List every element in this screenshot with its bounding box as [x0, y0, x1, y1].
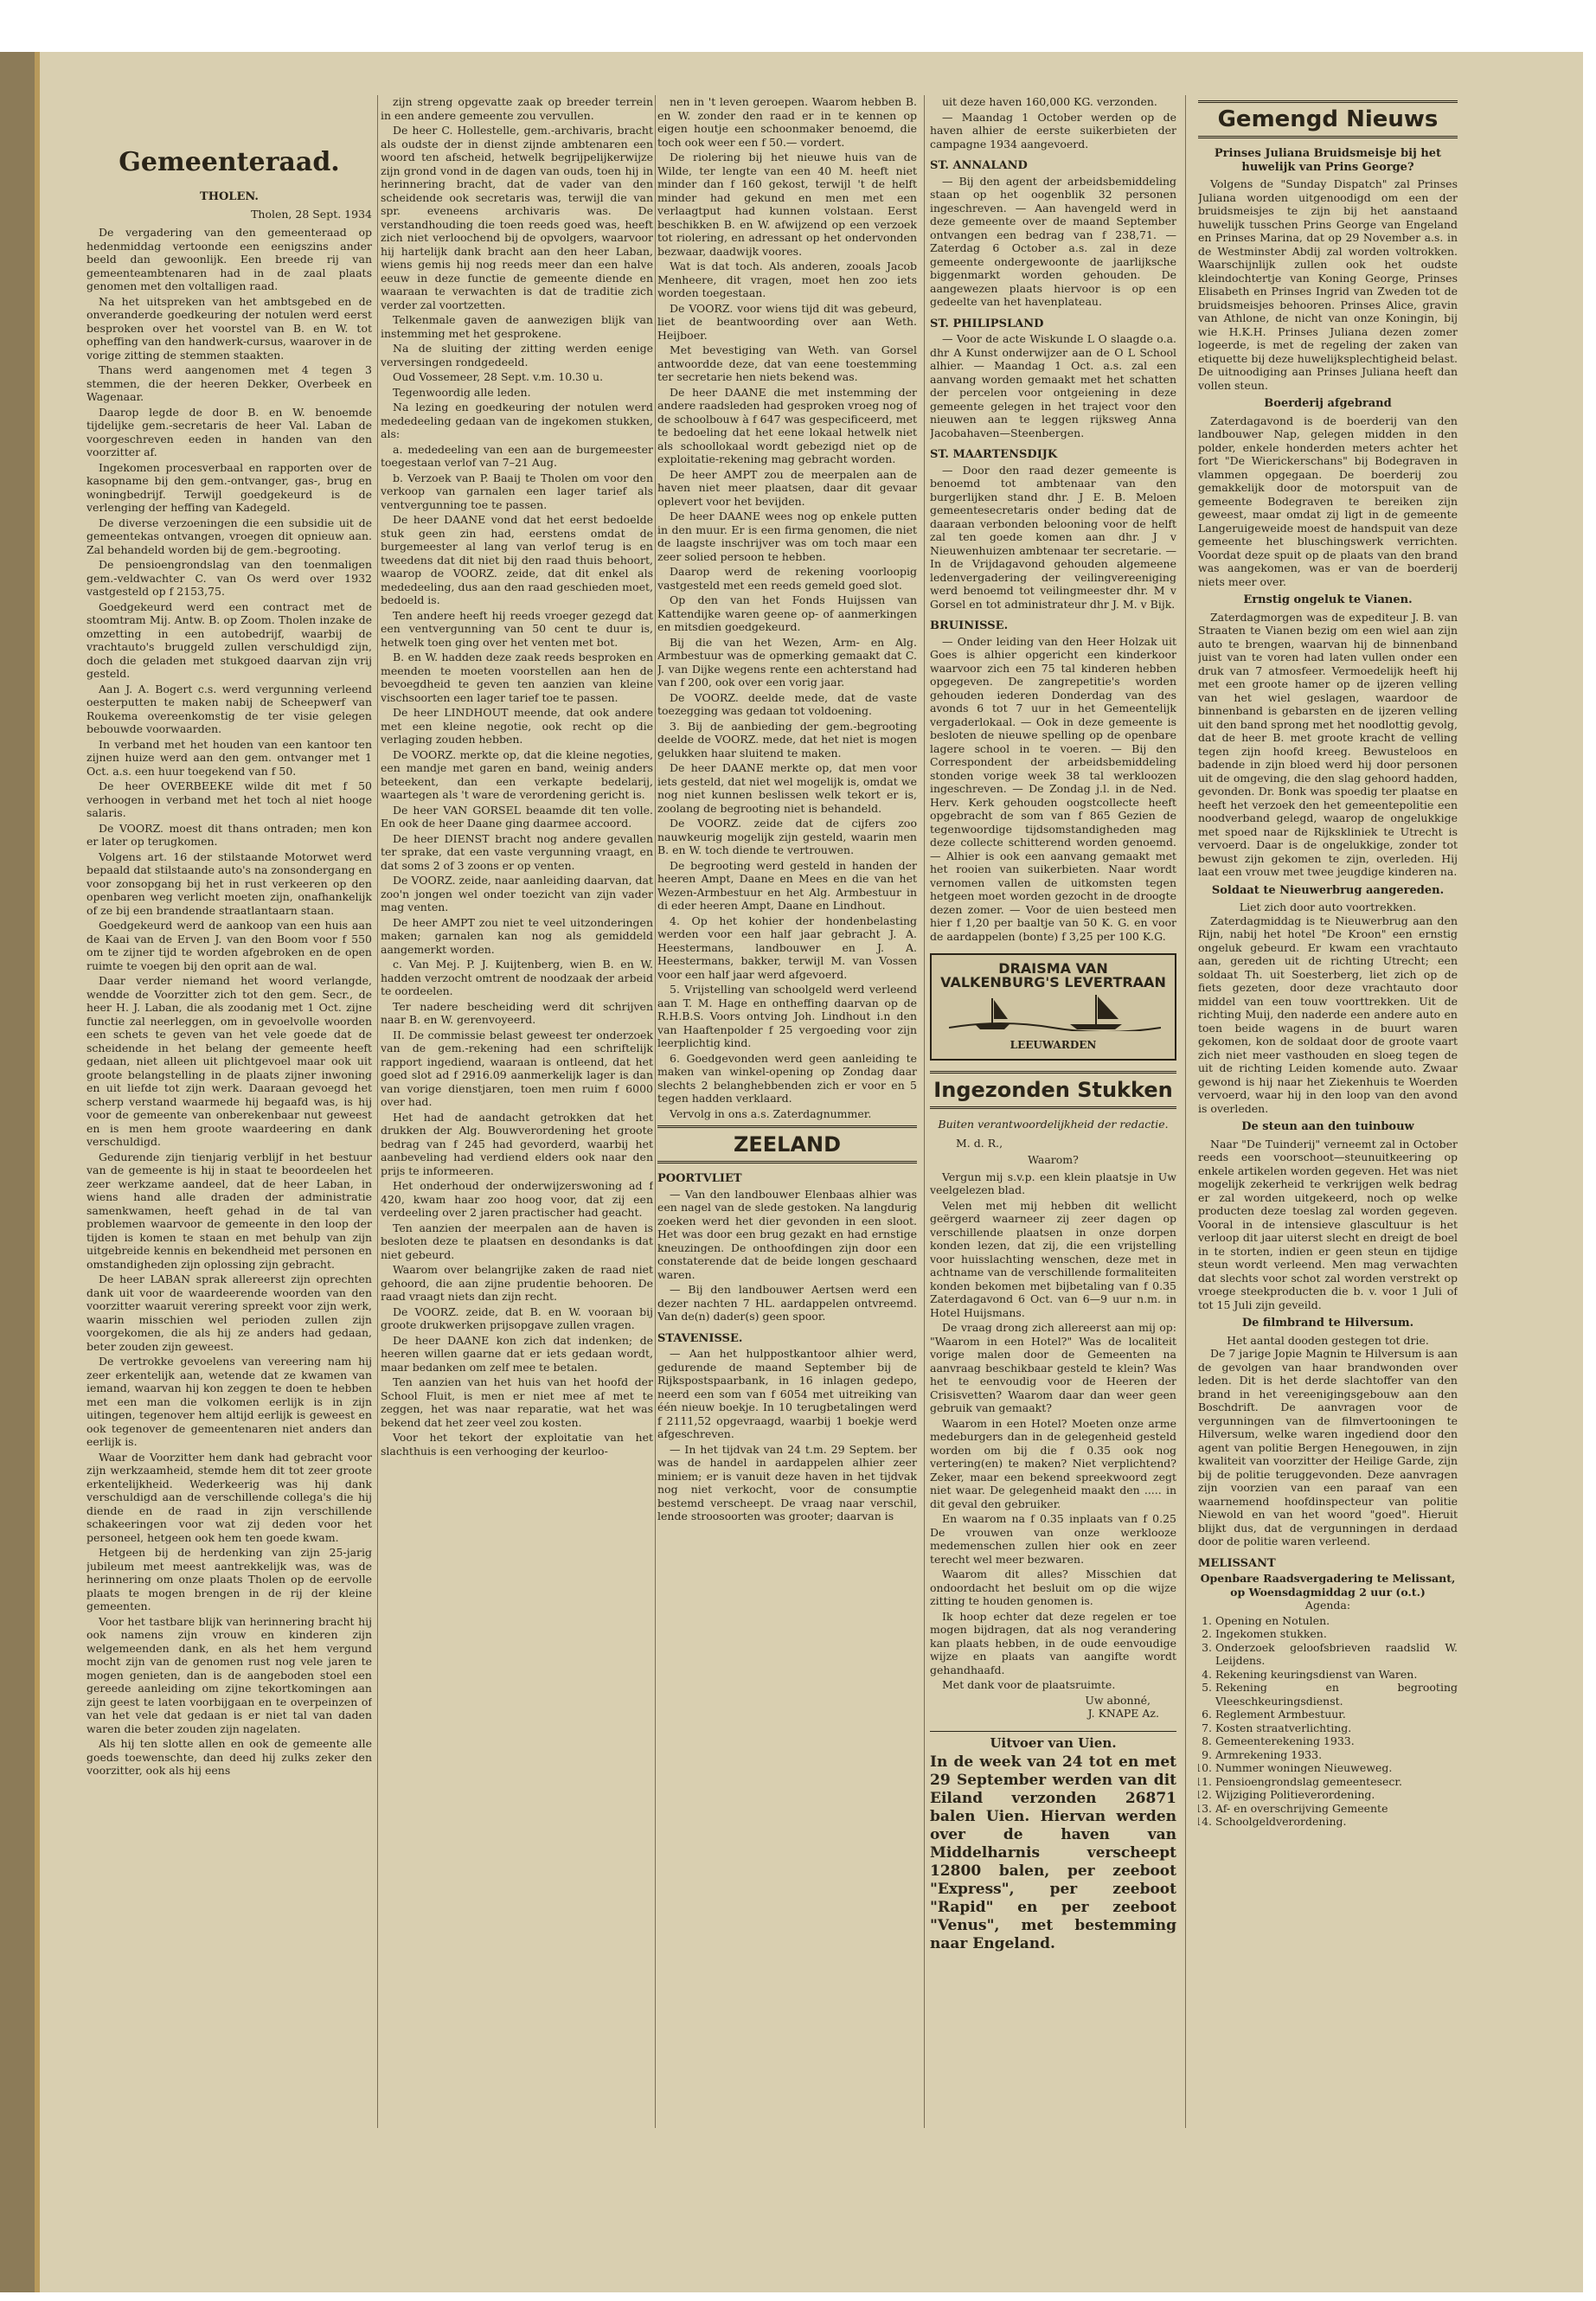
- paragraph: De 7 jarige Jopie Magnin te Hilversum is aan de gevolgen van haar brandwonden over leden. Dit is het derde slachtoffer van den brand in het vereenigingsgebouw aan den Boschdrift. De aanvragen voor de vergunningen van de filmvertooningen te Hilversum, welke waren ingediend door den agent van politie Bergen Henegouwen, in zijn kwaliteit van voorzitter der Heilige Garde, zijn bij de politie teruggevonden. Deze aanvragen zijn voorzien van een paraaf van een waarnemend hoofdinspecteur van politie Niewold en van het woord "goed". Hieruit blijkt dus, dat de vergunningen in derdaad door de politie waren verleend.: [1198, 1347, 1458, 1548]
- paragraph: Op den van het Fonds Huijssen van Kattendijke waren geene op- of aanmerkingen en mitsdien goedgekeurd.: [657, 593, 917, 633]
- meeting-notice: Openbare Raadsvergadering te Melissant, op Woensdagmiddag 2 uur (o.t.): [1200, 1572, 1456, 1599]
- agenda-item: 4. Rekening keuringsdienst van Waren.: [1215, 1668, 1458, 1682]
- news-item: [657, 1188, 917, 1324]
- paragraph: — Bij den landbouwer Aertsen werd een dezer nachten 7 HL. aardappelen ontvreemd. Van de(n) dader(s) geen spoor.: [657, 1283, 917, 1323]
- paragraph: De heer AMPT zou niet te veel uitzonderingen maken; garnalen kan nog als gemiddeld aangemerkt worden.: [381, 915, 653, 956]
- paragraph: De heer DAANE kon zich dat indenken; de heeren willen gaarne dat er iets gedaan wordt, maar bedanken om zelf mee te betalen.: [381, 1333, 653, 1374]
- news-item: [657, 1347, 917, 1523]
- agenda-item: 12. Wijziging Politieverordening.: [1215, 1788, 1458, 1802]
- paragraph: — Bij den agent der arbeidsbemiddeling staan op het oogenblik 32 personen ingeschreven. — Aan havengeld werd in deze gemeente over de maand September ontvangen een bedrag van f 238,71. — Zaterdag 6 October a.s. zal in deze gemeente ondergewoonte de jaarlijksche biggenmarkt worden gehouden. De aangewezen plaats hiervoor is op een gedeelte van het havenplateau.: [930, 174, 1176, 308]
- ship-illustration: [949, 993, 1161, 1031]
- paragraph: Naar "De Tuinderij" verneemt zal in October reeds een voorschoot—steunuitkeering op enkele artikelen worden gegeven. Het was niet mogelijk zekerheid te verkrijgen welk bedrag er zal worden uitgekeerd, noch op welke producten deze toeslag zal worden gegeven. Vooral in de intensieve glascultuur is het verloop dit jaar uiterst slecht en dreigt de boel in te storten, indien er geen steun en tijdige steun wordt verleend. Men mag verwachten dat slechts voor schot zal worden verstrekt op vroege steekproducten die b. v. voor 1 Juli of tot 15 Juli zijn geveild.: [1198, 1137, 1458, 1311]
- agenda-item: 7. Kosten straatverlichting.: [1215, 1721, 1458, 1735]
- regional-news: [930, 159, 1176, 943]
- place-heading: BRUINISSE.: [930, 619, 1009, 632]
- agenda-label: Agenda:: [1304, 1599, 1351, 1612]
- agenda-item: 10. Nummer woningen Nieuweweg.: [1215, 1761, 1458, 1775]
- paragraph: Daarop werd de rekening voorloopig vastgesteld met een reeds gemeld goed slot.: [657, 565, 917, 592]
- section-header-gemengd: Gemengd Nieuws: [1198, 100, 1458, 138]
- column-rule: [377, 95, 378, 2128]
- place-heading: MELISSANT: [1198, 1556, 1276, 1570]
- paragraph: Zaterdagmorgen was de expediteur J. B. van Straaten te Vianen bezig om een wiel aan zijn auto te brengen, waarvan hij de binnenband juist van te voren had laten vullen onder een druk van 7 atmosfeer. Vermoedelijk heeft hij met een groote hamer op de ijzeren velling van het wiel geslagen, waardoor de binnenband is gebarsten en de ijzeren velling uit den band sprong met het noodlottig gevolg, dat de heer B. met groote kracht de velling tegen zijn hoofd kreeg. Bewusteloos en badende in zijn bloed werd hij door personen uit de omgeving, die den slag gehoord hadden, gevonden. Dr. Bonk was spoedig ter plaatse en heeft het verzoek den het gemeentepolitie een noodverband gelegd, waarop de ongelukkige met spoed naar de Rijkskliniek te Utrecht is vervoerd. Daar is de ongelukkige, zonder tot bewust zijn gekomen te zijn, overleden. Hij laat een vrouw met twee jeugdige kinderen na.: [1198, 610, 1458, 878]
- paragraph: Volgens art. 16 der stilstaande Motorwet werd bepaald dat stilstaande auto's na zonsondergang en voor zonsopgang bij het in rust verkeeren op den openbaren weg verlicht moeten zijn, onafhankelijk of ze bij een brandende straatlantaarn staan.: [87, 849, 372, 917]
- paragraph: Ten aanzien der meerpalen aan de haven is besloten deze te plaatsen en desondanks is dat niet gebeurd.: [381, 1221, 653, 1261]
- paragraph: De VOORZ. zeide, naar aanleiding daarvan, dat zoo'n jongen wel onder toezicht van zijn vader mag venten.: [381, 874, 653, 913]
- article-headline: Gemeenteraad.: [119, 147, 340, 177]
- paragraph: Velen met mij hebben dit wellicht geërgerd waarneer zij zeer dagen op verschillende plaatsen in onze dorpen konden lezen, dat zij, die een vrijstelling voor huisslachting wenschen, deze met in achtname van de verschillende formaliteiten konden bekomen met bijbetaling van f 0.35 Zaterdagavond 6 Oct. van 6—9 uur n.m. in Hotel Huijsmans.: [930, 1198, 1176, 1319]
- news-headline: Ernstig ongeluk te Vianen.: [1243, 593, 1413, 606]
- column-1: [87, 95, 372, 2128]
- place-heading: ST. PHILIPSLAND: [930, 317, 1044, 330]
- column-2: [381, 95, 653, 2128]
- paragraph: Ingekomen procesverbaal en rapporten over de kasopname bij den gem.-ontvanger, gas-, brug en woningbedrijf. Terwijl goedgekeurd is de verlenging der heffing van Kadegeld.: [87, 460, 372, 514]
- paragraph: Na de sluiting der zitting werden eenige verversingen rondgedeeld.: [381, 342, 653, 369]
- column-rule: [655, 95, 656, 2128]
- paragraph: Zaterdagmiddag is te Nieuwerbrug aan den Rijn, nabij het hotel "De Kroon" een ernstig ongeluk gebeurd. Er kwam een vrachtauto aan, gereden uit de richting Utrecht; een soldaat Th. uit Soesterberg, liet zich op de fiets gezeten, door deze vrachtauto door middel van een touw voorttrekken. Uit de richting Muij, den naderde een andere auto en toen beide wagens in de buurt waren gekomen, kon de soldaat door de groote vaart zich niet meer vasthouden en sloeg tegen de uit de richting Leiden komende auto. Zwaar gewond is hij naar het Ziekenhuis te Woerden vervoerd, waar hij in den loop van den avond is overleden.: [1198, 913, 1458, 1115]
- paragraph: De vraag drong zich allereerst aan mij op: "Waarom in een Hotel?" Was de localiteit vorige malen door de Gemeenten na aanvraag beschikbaar gesteld te klein? Was het te eenvoudig voor de Heeren der Crisisvetten? Waarom daar dan weer geen gebruik van gemaakt?: [930, 1321, 1176, 1414]
- agenda-item: 14. Schoolgeldverordening.: [1215, 1815, 1458, 1829]
- column-rule: [1185, 95, 1186, 2128]
- letter-title: Waarom?: [1028, 1153, 1079, 1166]
- paragraph: Waar de Voorzitter hem dank had gebracht voor zijn werkzaamheid, stemde hem dit tot zeer groote erkentelijkheid. Wederkeerig was hij dank verschuldigd aan de verschillende collega's die hij diende en de raad in zijn verschillende schakeeringen voor wat zij deden voor het personeel, hetgeen ook hem ten goede kwam.: [87, 1450, 372, 1544]
- article-body: [657, 95, 917, 1120]
- paragraph: De vergadering van den gemeenteraad op hedenmiddag vertoonde een eenigszins ander beeld dan gewoonlijk. Een breede rij van gemeenteambtenaren had in de zaal plaats genomen met den voltalligen raad.: [87, 226, 372, 292]
- paragraph: nen in 't leven geroepen. Waarom hebben B. en W. zonder den raad er in te kennen op eigen houtje een schoonmaker benoemd, die toch ook weer een f 50.— vordert.: [657, 95, 917, 149]
- agenda-item: 11. Pensioengrondslag gemeentesecr.: [1215, 1775, 1458, 1789]
- paragraph: De heer DAANE wees nog op enkele putten in den muur. Er is een firma genomen, die niet de laagste inschrijver was om toch maar een zeer solied persoon te hebben.: [657, 510, 917, 563]
- paragraph: — In het tijdvak van 24 t.m. 29 Septem. ber was de handel in aardappelen alhier zeer miniem; er is vanuit deze haven in het tijdvak nog niet verkocht, voor de consumptie bestemd verscheept. De vraag naar verschil, lende stroosoorten was grooter; daarvan is: [657, 1442, 917, 1522]
- letter-body: [930, 1170, 1176, 1692]
- paragraph: 4. Op het kohier der hondenbelasting werden voor een half jaar gebracht J. A. Heestermans, landbouwer en J. A. Heestermans, bakker, terwijl M. van Vossen voor een half jaar werd afgevoerd.: [657, 913, 917, 981]
- paragraph: Vervolg in ons a.s. Zaterdagnummer.: [670, 1106, 872, 1120]
- paragraph: 3. Bij de aanbieding der gem.-begrooting deelde de VOORZ. mede, dat het niet is mogen gelukken haar sluitend te maken.: [657, 719, 917, 760]
- page-binding: [0, 52, 35, 2292]
- paragraph: Ten aanzien van het huis van het hoofd der School Fluit, is men er niet mee af met te zeggen, het was naar reparatie, wat het was bekend dat het zeer veel zou kosten.: [381, 1375, 653, 1429]
- paragraph: Voor het tastbare blijk van herinnering bracht hij ook namens zijn vrouw en kinderen zijn welgemeenden dank, en als het hem vergund mocht zijn van de genomen rust nog vele jaren te mogen genieten, dan is de aangeboden stoel een gereede aanleiding om zijne tekortkomingen aan zijn geest te laten voorbijgaan en te overpeinzen of van het vele dat gedaan is er niet tal van daden waren die beter zouden zijn nagelaten.: [87, 1614, 372, 1735]
- dateline: Tholen, 28 Sept. 1934: [251, 207, 372, 221]
- advertisement: [930, 953, 1176, 1061]
- agenda-item: 13. Af- en overschrijving Gemeente: [1215, 1802, 1458, 1816]
- paragraph: De heer LINDHOUT meende, dat ook andere met een kleine negotie, ook recht op die verlaging zouden hebben.: [381, 706, 653, 746]
- paragraph: Bij die van het Wezen, Arm- en Alg. Armbestuur was de opmerking gemaakt dat C. J. van Dijke wegens rente een achterstand had van f 200, ook over een vorig jaar.: [657, 635, 917, 689]
- place-heading: THOLEN.: [200, 190, 259, 203]
- paragraph: Ik hoop echter dat deze regelen er toe mogen bijdragen, dat als nog verandering kan plaats hebben, in de oude eenvoudige wijze en plaats van aangifte wordt gehandhaafd.: [930, 1609, 1176, 1676]
- paragraph: Waarom dit alles? Misschien dat ondoordacht het besluit om op die wijze zitting te houden genomen is.: [930, 1567, 1176, 1607]
- news-headline: Prinses Juliana Bruidsmeisje bij het huwelijk van Prins George?: [1214, 147, 1442, 174]
- paragraph: Volgens de "Sunday Dispatch" zal Prinses Juliana worden uitgenoodigd om een der bruidsmeisjes te zijn bij het aanstaand huwelijk tusschen Prins George van Engeland en Prinses Marina, dat op 29 November a.s. in de Westminster Abdij zal worden voltrokken. Waarschijnlijk zullen ook het oudste kleindochtertje van Koning George, Prinses Elisabeth en Prinses Ingrid van Zweden tot de bruidsmeisjes behooren. Prinses Alice, gravin van Athlone, de nicht van onze Koningin, bij wie H.K.H. Prinses Juliana dezen zomer logeerde, is met de regeling der zaken van etiquette bij deze huwelijksplechtigheid belast. De uitnoodiging aan Prinses Juliana heeft dan vollen steun.: [1198, 177, 1458, 392]
- place-heading: ST. ANNALAND: [930, 159, 1028, 172]
- paragraph: Met dank voor de plaatsruimte.: [942, 1678, 1116, 1691]
- paragraph: De VOORZ. voor wiens tijd dit was gebeurd, liet de beantwoording over aan Weth. Heijboer.: [657, 301, 917, 342]
- paragraph: De heer AMPT zou de meerpalen aan de haven niet meer plaatsen, daar dit gevaar oplevert voor het bevijden.: [657, 467, 917, 508]
- paragraph: Zaterdagavond is de boerderij van den landbouwer Nap, gelegen midden in den polder, enkele honderden meters achter het fort "De Wierickerschans" bij Bodegraven in vlammen opgegaan. De boerderij zou gemakkelijk door de motorspuit van de gemeente Bodegraven te bereiken zijn geweest, maar omdat zij ligt in de gemeente Langeruigeweide moest de handspuit van deze gemeente het bluschingswerk verrichten. Voordat deze spuit op de plaats van den brand was aangekomen, was er van de boerderij niets meer over.: [1198, 413, 1458, 588]
- paragraph: Telkenmale gaven de aanwezigen blijk van instemming met het gesprokene.: [381, 313, 653, 340]
- paragraph: De heer LABAN sprak allereerst zijn oprechten dank uit voor de waardeerende woorden van den voorzitter waaruit verering spreekt voor zijn werk, waarin misschien wel perioden zullen zijn voorgekomen, die als hij ze anders had gedaan, beter zouden zijn geweest.: [87, 1272, 372, 1353]
- disclaimer: Buiten verantwoordelijkheid der redactie.: [938, 1118, 1169, 1131]
- paragraph: De heer OVERBEEKE wilde dit met f 50 verhoogen in verband met het toch al niet hooge salaris.: [87, 779, 372, 819]
- paragraph: Thans werd aangenomen met 4 tegen 3 stemmen, die der heeren Dekker, Overbeek en Wagenaar.: [87, 363, 372, 403]
- paragraph: II. De commissie belast geweest ter onderzoek van de gem.-rekening had een schriftelijk rapport ingediend, waaraan is ontleend, dat het goed slot ad f 2916.09 aanmerkelijk lager is dan van vorige dienstjaren, toen men ruim f 6000 over had.: [381, 1028, 653, 1108]
- paragraph: Ten andere heeft hij reeds vroeger gezegd dat een ventvergunning van 50 cent te duur is, hetwelk toen ging over het venten met bot.: [381, 608, 653, 649]
- paragraph: b. Verzoek van P. Baaij te Tholen om voor den verkoop van garnalen een lager tarief als ventvergunning toe te passen.: [381, 471, 653, 511]
- place-heading: POORTVLIET: [657, 1172, 742, 1185]
- paragraph: De VOORZ. moest dit thans ontraden; men kon er later op terugkomen.: [87, 821, 372, 848]
- agenda-item: 3. Onderzoek geloofsbrieven raadslid W. Leijdens.: [1215, 1641, 1458, 1668]
- paragraph: — Maandag 1 October werden op de haven alhier de eerste suikerbieten der campagne 1934 aangevoerd.: [930, 110, 1176, 151]
- paragraph: Hetgeen bij de herdenking van zijn 25-jarig jubileum met meest aantrekkelijk was, was de herinnering om onze plaats Tholen op de eervolle plaats te mogen brengen in de rij der kleine gemeenten.: [87, 1546, 372, 1612]
- paragraph: — Aan het hulppostkantoor alhier werd, gedurende de maand September bij de Rijkspostspaarbank, in 16 inlagen gedepo, neerd een som van f 6054 met uitreiking van één nieuw boekje. In 10 terugbetalingen werd f 2111,52 opgevraagd, waarbij 1 boekje werd afgeschreven.: [657, 1347, 917, 1440]
- paragraph: De VOORZ. zeide, dat B. en W. vooraan bij groote drukwerken prijsopgave zullen vragen.: [381, 1304, 653, 1331]
- paragraph: Aan J. A. Bogert c.s. werd vergunning verleend oesterputten te maken nabij de Scheepwerf van Roukema overeenkomstig de ter visie gelegen bebouwde voorwaarden.: [87, 682, 372, 735]
- news-headline: De steun aan den tuinbouw: [1241, 1120, 1414, 1133]
- paragraph: Tegenwoordig alle leden.: [393, 385, 531, 399]
- paragraph: De diverse verzoeningen die een subsidie uit de gemeentekas ontvangen, vroegen dit opnieuw aan. Zal behandeld worden bij de gem.-begrooting.: [87, 516, 372, 556]
- paragraph: B. en W. hadden deze zaak reeds besproken en meenden te moeten voorstellen aan hen de bevoegdheid te geven ten aanzien van kleine vischsoorten een lager tarief toe te passen.: [381, 651, 653, 704]
- paragraph: Daar verder niemand het woord verlangde, wendde de Voorzitter zich tot den gem. Secr., de heer H. J. Laban, die als zoodanig met 1 Oct. zijne functie zal neerleggen, om in gevoelvolle woorden een schets te geven van het vele goede dat de scheidende in het belang der gemeente heeft gedaan, niet alleen uit plichtgevoel maar ook uit groote belangstelling in de plaats zijner inwoning en uit liefde tot zijn werk. Daaraan gevoegd het scherp verstand waarmede hij begaafd was, is hij voor de gemeente van onberekenbaar nut geweest en is men hem groote waardeering en dank verschuldigd.: [87, 974, 372, 1148]
- paragraph: Het had de aandacht getrokken dat het drukken der Alg. Bouwverordening het groote bedrag van f 245 had gevorderd, waarbij het aanbeveling had verdiend elders ook naar den prijs te informeeren.: [381, 1110, 653, 1177]
- news-headline: Boerderij afgebrand: [1264, 397, 1392, 410]
- paragraph: Voor het tekort der exploitatie van het slachthuis is een verhooging der keurloo-: [381, 1431, 653, 1458]
- paragraph: De heer DAANE merkte op, dat men voor iets gesteld, dat niet wel mogelijk is, omdat we nog niet kunnen beslissen welk tekort er is, zoolang de begrooting niet is behandeld.: [657, 761, 917, 815]
- paragraph: De VOORZ. deelde mede, dat de vaste toezegging was gedaan tot voldoening.: [657, 690, 917, 717]
- paragraph: 5. Vrijstelling van schoolgeld werd verleend aan T. M. Hage en ontheffing daarvan op de R.H.B.S. Voors ontving Joh. Lindhout i.n den van Haaftenpolder f 25 vergoeding voor zijn leerplichtig kind.: [657, 983, 917, 1049]
- signature-name: J. KNAPE Az.: [1087, 1707, 1159, 1720]
- news-headline: De filmbrand te Hilversum.: [1241, 1317, 1414, 1330]
- paragraph: — Voor de acte Wiskunde L O slaagde o.a. dhr A Kunst onderwijzer aan de O L School alhier. — Maandag 1 Oct. a.s. zal een aanvang worden gemaakt met het schatten der percelen voor ontgeiening in deze gemeente gelegen in het traject voor den nieuwen aan te leggen rijksweg Anna Jacobahaven—Steenbergen.: [930, 332, 1176, 439]
- paragraph: Ter nadere bescheiding werd dit schrijven naar B. en W. gerenvoyeerd.: [381, 999, 653, 1026]
- signature-line: Uw abonné,: [1085, 1693, 1151, 1707]
- news-item: [930, 95, 1176, 151]
- news-items: [1198, 147, 1458, 1548]
- paragraph: In verband met het houden van een kantoor ten zijnen huize werd aan den gem. ontvanger met 1 Oct. a.s. een huur toegekend van f 50.: [87, 737, 372, 778]
- notice-heading: Uitvoer van Uien.: [990, 1734, 1117, 1751]
- agenda-item: 8. Gemeenterekening 1933.: [1215, 1734, 1458, 1748]
- paragraph: De VOORZ. merkte op, dat die kleine negoties, een mandje met garen en band, weinig anders beteekent, dan een verkapte bedelarij, waartegen als 't ware de verordening gericht is.: [381, 747, 653, 801]
- section-header-ingezonden: Ingezonden Stukken: [930, 1071, 1176, 1109]
- paragraph: Vergun mij s.v.p. een klein plaatsje in Uw veelgelezen blad.: [930, 1170, 1176, 1196]
- news-subheadline: Liet zich door auto voortrekken.: [1239, 901, 1417, 913]
- agenda-item: 6. Reglement Armbestuur.: [1215, 1708, 1458, 1721]
- column-3: [657, 95, 917, 2128]
- paragraph: Het onderhoud der onderwijzerswoning ad f 420, kwam haar zoo hoog voor, dat zij een verdeeling over 2 jaren practischer had geacht.: [381, 1179, 653, 1219]
- paragraph: Daarop legde de door B. en W. benoemde tijdelijke gem.-secretaris de heer Val. Laban de voorgeschreven eeden in handen van den voorzitter af.: [87, 405, 372, 458]
- news-headline: Soldaat te Nieuwerbrug aangereden.: [1211, 883, 1445, 897]
- paragraph: De begrooting werd gesteld in handen der heeren Ampt, Daane en Mees en die van het Wezen-Armbestuur en het Alg. Armbestuur in di eder heeren Ampt, Daane en Lindhout.: [657, 858, 917, 912]
- paragraph: De vertrokke gevoelens van vereering nam hij zeer erkentelijk aan, wetende dat ze kwamen van iemand, waarvan hij kon zeggen te doen te hebben met een man die volkomen eerlijk is in zijn uitingen, tegenover hem altijd eerlijk is geweest en ook tegenover de gemeentenaren niet anders dan eerlijk is.: [87, 1355, 372, 1448]
- notice-text: In de week van 24 tot en met 29 September werden van dit Eiland verzonden 26871 balen Uien. Hiervan werden over de haven van Middelharnis verscheept 12800 balen, per zeeboot "Express", per zeeboot "Rapid" en per zeeboot "Venus", met bestemming naar Engeland.: [930, 1753, 1176, 1952]
- ad-city: LEEUWARDEN: [1010, 1038, 1097, 1051]
- agenda-item: 2. Ingekomen stukken.: [1215, 1627, 1458, 1641]
- paragraph: Waarom in een Hotel? Moeten onze arme medeburgers dan in de gelegenheid gesteld worden om bij die f 0.35 ook nog vertering(en) te maken? Niet verplichtend? Zeker, maar een bekend spreekwoord zegt niet waar. De gelegenheid maakt den ..... in dit geval den gebruiker.: [930, 1416, 1176, 1510]
- agenda-item: 1. Opening en Notulen.: [1215, 1614, 1458, 1628]
- place-heading: ST. MAARTENSDIJK: [930, 448, 1058, 461]
- paragraph: De heer VAN GORSEL beaamde dit ten volle. En ook de heer Daane ging daarmee accoord.: [381, 803, 653, 830]
- paragraph: Goedgekeurd werd de aankoop van een huis aan de Kaai van de Erven J. van den Boom voor f 550 om te zijner tijd te worden afgebroken en de open ruimte te voegen bij den oprit aan de wal.: [87, 919, 372, 972]
- paragraph: Na lezing en goedkeuring der notulen werd mededeeling gedaan van de ingekomen stukken, als:: [381, 401, 653, 440]
- salutation: M. d. R.,: [956, 1136, 1003, 1150]
- paragraph: — Onder leiding van den Heer Holzak uit Goes is alhier opgericht een kinderkoor waarvoor zich een 75 tal kinderen hebben opgegeven. De zangrepetitie's worden gehouden iederen Donderdag van des avonds 6 tot 7 uur in het Gemeentelijk vergaderlokaal. — Ook in deze gemeente is besloten de nieuwe spelling op de openbare lagere school in te voeren. — Bij den Correspondent der arbeidsbemiddeling stonden vorige week 38 tal werkloozen ingeschreven. — De Zondag j.l. in de Ned. Herv. Kerk gehouden oogstcollecte heeft opgebracht de som van f 865 Gezien de tegenwoordige tijdsomstandigheden mag deze collecte schitterend worden genoemd. — Alhier is ook een aanvang gemaakt met het rooien van suikerbieten. Naar wordt vernomen vallen de uitkomsten tegen hetgeen moet worden gezocht in de droogte dezen zomer. — Voor de uien besteed men hier f 1,20 per baaltje van 50 K. G. en voor de aardappelen (bonte) f 3,25 per 100 K.G.: [930, 634, 1176, 943]
- column-rule: [924, 95, 925, 2128]
- paragraph: De heer DAANE die met instemming der andere raadsleden had gesproken vroeg nog of de schoolbouw à f 647 was gespecificeerd, met te bedoeling dat het eene lokaal hetwelk niet als schoollokaal wordt gebezigd niet op de exploitatie-rekening mag gebracht worden.: [657, 385, 917, 465]
- paragraph: Goedgekeurd werd een contract met de stoomtram Mij. Antw. B. op Zoom. Tholen inzake de omzetting in een autobedrijf, waarbij de vrachtauto's bruggeld zullen verschuldigd zijn, doch die geladen met stukgoed daarvan zijn vrij gesteld.: [87, 599, 372, 680]
- paragraph: Gedurende zijn tienjarig verblijf in het bestuur van de gemeente is hij in staat te beoordeelen het zeer werkzame aandeel, dat de heer Laban, in wiens hand alle draden der administratie samenkwamen, heeft gehad in de tal van problemen waarvoor de gemeente in den loop der tijden is komen te staan en met behulp van zijn uitgebreide kennis en bekendheid met personen en omstandigheden zijn oplossing zijn gebracht.: [87, 1150, 372, 1271]
- paragraph: De heer DAANE vond dat het eerst bedoelde stuk geen zin had, eerstens omdat de burgemeester al lang van verlof terug is en tweedens dat dit niet bij den raad thuis behoort, waarop de VOORZ. zeide, dat dit enkel als mededeeling, dus aan den raad geschieden moet, bedoeld is.: [381, 513, 653, 606]
- paragraph: Met bevestiging van Weth. van Gorsel antwoordde deze, dat van eene toestemming ter secretarie hen niets bekend was.: [657, 343, 917, 383]
- news-subheadline: Het aantal dooden gestegen tot drie.: [1227, 1333, 1429, 1347]
- paragraph: De VOORZ. zeide dat de cijfers zoo nauwkeurig mogelijk zijn gesteld, waarin men B. en W. toch diende te vertrouwen.: [657, 817, 917, 856]
- paragraph: 6. Goedgevonden werd geen aanleiding te maken van winkel-opening op Zondag daar slechts 2 belanghebbenden zich er voor en 5 tegen hadden verklaard.: [657, 1051, 917, 1105]
- article-body: [381, 95, 653, 1458]
- paragraph: Waarom over belangrijke zaken de raad niet gehoord, die aan zijne prudentie behooren. De raad vraagt niets dan zijn recht.: [381, 1263, 653, 1303]
- paragraph: — Van den landbouwer Elenbaas alhier was een nagel van de slede gestoken. Na langdurig zoeken werd het dier gevonden in een sloot. Het was door een brug gezakt en had ernstige kneuzingen. De onthoofdingen zijn door een constaterende dat de beide longen geschaard waren.: [657, 1187, 917, 1281]
- ad-brand: DRAISMA VAN VALKENBURG'S LEVERTRAAN: [940, 960, 1166, 990]
- paragraph: — Door den raad dezer gemeente is benoemd tot ambtenaar van den burgerlijken stand dhr. J E. B. Meloen gemeentesecretaris onder beding dat de daaraan verbonden belooning voor de helft zal ten goede komen aan dhr. J v Nieuwenhuizen ambtenaar ter secretarie. — In de Vrijdagavond gehouden algemeene ledenvergadering der veilingvereeniging werd benoemd tot veilingmeester dhr. M v Gorsel en tot administrateur dhr J. M. v Bijk.: [930, 463, 1176, 611]
- column-5: [1198, 95, 1458, 2128]
- column-4: [930, 95, 1176, 2128]
- paragraph: Na het uitspreken van het ambtsgebed en de onveranderde goedkeuring der notulen werd eerst besproken over het voorstel van B. en W. tot opheffing van den handwerk-cursus, waarover in de vorige zitting de stemmen staakten.: [87, 294, 372, 362]
- paragraph: c. Van Mej. P. J. Kuijtenberg, wien B. en W. hadden verzocht omtrent de noodzaak der arbeid te oordeelen.: [381, 958, 653, 997]
- agenda-list: [1198, 1614, 1458, 1829]
- paragraph: Oud Vossemeer, 28 Sept. v.m. 10.30 u.: [393, 370, 604, 383]
- paragraph: De pensioengrondslag van den toenmaligen gem.-veldwachter C. van Os werd over 1932 vastgesteld op f 2153,75.: [87, 558, 372, 598]
- paragraph: De riolering bij het nieuwe huis van de Wilde, ter lengte van een 40 M. heeft niet minder dan f 160 gekost, terwijl 't de helft minder had gekund en men met een verlaagtput had kunnen volstaan. Eerst beschikken B. en W. afwijzend op een verzoek tot riolering, en adressant op het ondervonden bezwaar, daadwijk voores.: [657, 151, 917, 258]
- agenda-item: 9. Armrekening 1933.: [1215, 1748, 1458, 1762]
- paragraph: zijn streng opgevatte zaak op breeder terrein in een andere gemeente zou vervullen.: [381, 95, 653, 122]
- agenda-item: 5. Rekening en begrooting Vleeschkeuringsdienst.: [1215, 1681, 1458, 1708]
- paragraph: a. mededeeling van een aan de burgemeester toegestaan verlof van 7–21 Aug.: [381, 442, 653, 469]
- paragraph: En waarom na f 0.35 inplaats van f 0.25 De vrouwen van onze werklooze medemenschen zullen hier ook en zeer terecht wel meer bezwaren.: [930, 1512, 1176, 1566]
- paragraph: De heer DIENST bracht nog andere gevallen ter sprake, dat een vaste vergunning vraagt, en dat soms 2 of 3 zoons er op venten.: [381, 831, 653, 872]
- paragraph: uit deze haven 160,000 KG. verzonden.: [942, 95, 1157, 108]
- paragraph: Wat is dat toch. Als anderen, zooals Jacob Menheere, dit vragen, moet hen zoo iets worden toegestaan.: [657, 260, 917, 299]
- article-body: [87, 226, 372, 1778]
- paragraph: Als hij ten slotte allen en ook de gemeente alle goeds toewenschte, dan deed hij zulks zeker den voorzitter, ook als hij eens: [87, 1737, 372, 1777]
- place-heading: STAVENISSE.: [657, 1331, 743, 1345]
- section-header-zeeland: ZEELAND: [657, 1125, 917, 1163]
- paragraph: De heer C. Hollestelle, gem.-archivaris, bracht als oudste der in dienst zijnde ambtenaren een woord ten afscheid, hetwelk begrijpelijkerwijze zijn grond vond in de dagen van ouds, toen hij in herinnering bracht, dat de vader van den scheidende ook secretaris was, terwijl die van spr. eveneens archivaris was. De verstandhouding die toen reeds goed was, heeft zich niet verloochend bij de opvolgers, waarvoor hij hartelijk dank bracht aan den heer Laban, wiens gemis hij nog reeds meer dan een halve eeuw in deze functie de gemeente diende en waaraan te verwachten is dat de traditie zich verder zal voortzetten.: [381, 124, 653, 311]
